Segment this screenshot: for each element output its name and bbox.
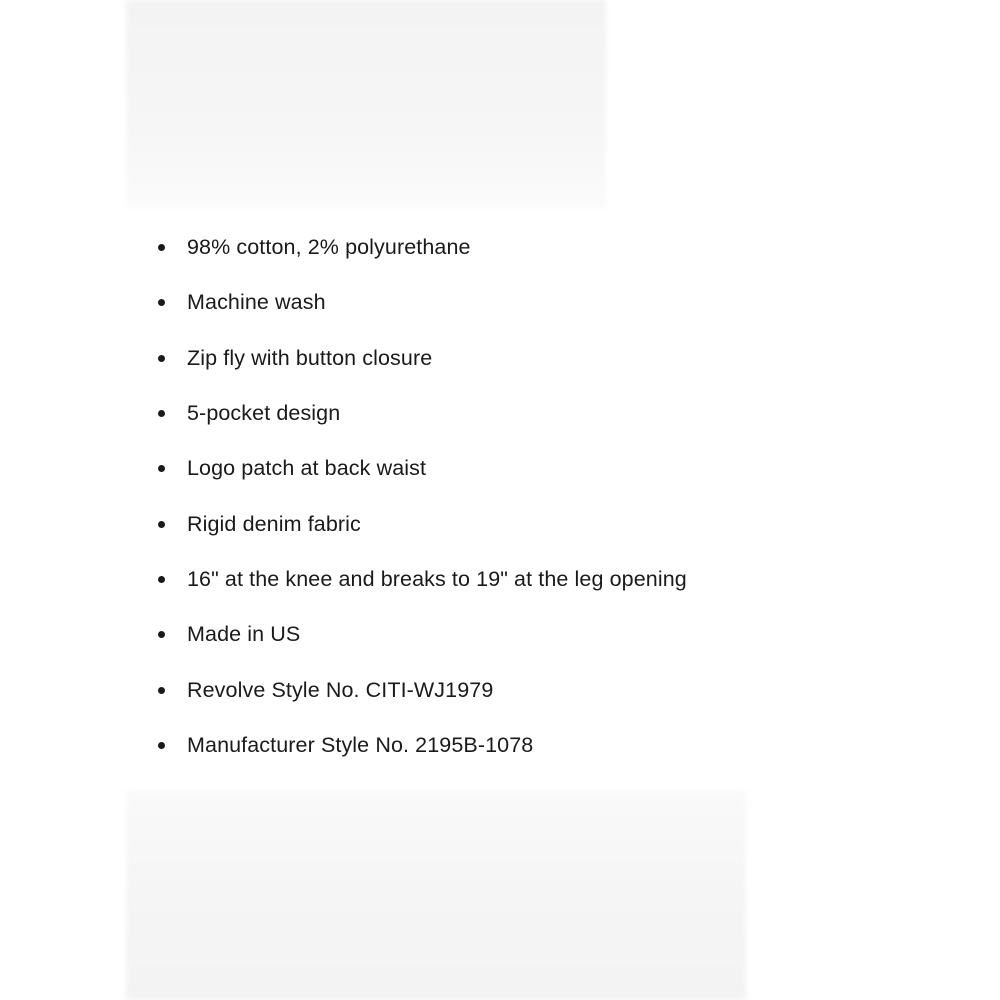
bullet-icon (158, 299, 165, 306)
list-item (158, 441, 687, 496)
detail-text: Logo patch at back waist (187, 456, 427, 481)
bullet-icon (158, 742, 165, 749)
detail-text: Machine wash (187, 290, 326, 315)
list-item (158, 552, 687, 607)
bullet-icon (158, 244, 165, 251)
bullet-icon (158, 631, 165, 638)
bullet-icon (158, 465, 165, 472)
bullet-icon (158, 576, 165, 583)
bullet-icon (158, 355, 165, 362)
list-item (158, 331, 687, 386)
detail-text: 5-pocket design (187, 401, 341, 426)
bottom-image-fade (126, 790, 746, 1000)
detail-text: Zip fly with button closure (187, 345, 433, 370)
detail-text: 98% cotton, 2% polyurethane (187, 235, 471, 260)
list-item (158, 496, 687, 551)
bullet-icon (158, 687, 165, 694)
detail-text: Manufacturer Style No. 2195B-1078 (187, 732, 534, 757)
detail-text: 16" at the knee and breaks to 19" at the leg opening (187, 566, 687, 591)
list-item (158, 386, 687, 441)
list-item (158, 275, 687, 330)
detail-text: Revolve Style No. CITI-WJ1979 (187, 677, 494, 702)
bullet-icon (158, 410, 165, 417)
list-item (158, 607, 687, 662)
bullet-icon (158, 521, 165, 528)
list-item (158, 718, 687, 773)
detail-text: Made in US (187, 622, 301, 647)
list-item (158, 220, 687, 275)
detail-text: Rigid denim fabric (187, 511, 361, 536)
top-image-fade (126, 0, 606, 208)
list-item (158, 662, 687, 717)
product-details-list (158, 220, 687, 773)
